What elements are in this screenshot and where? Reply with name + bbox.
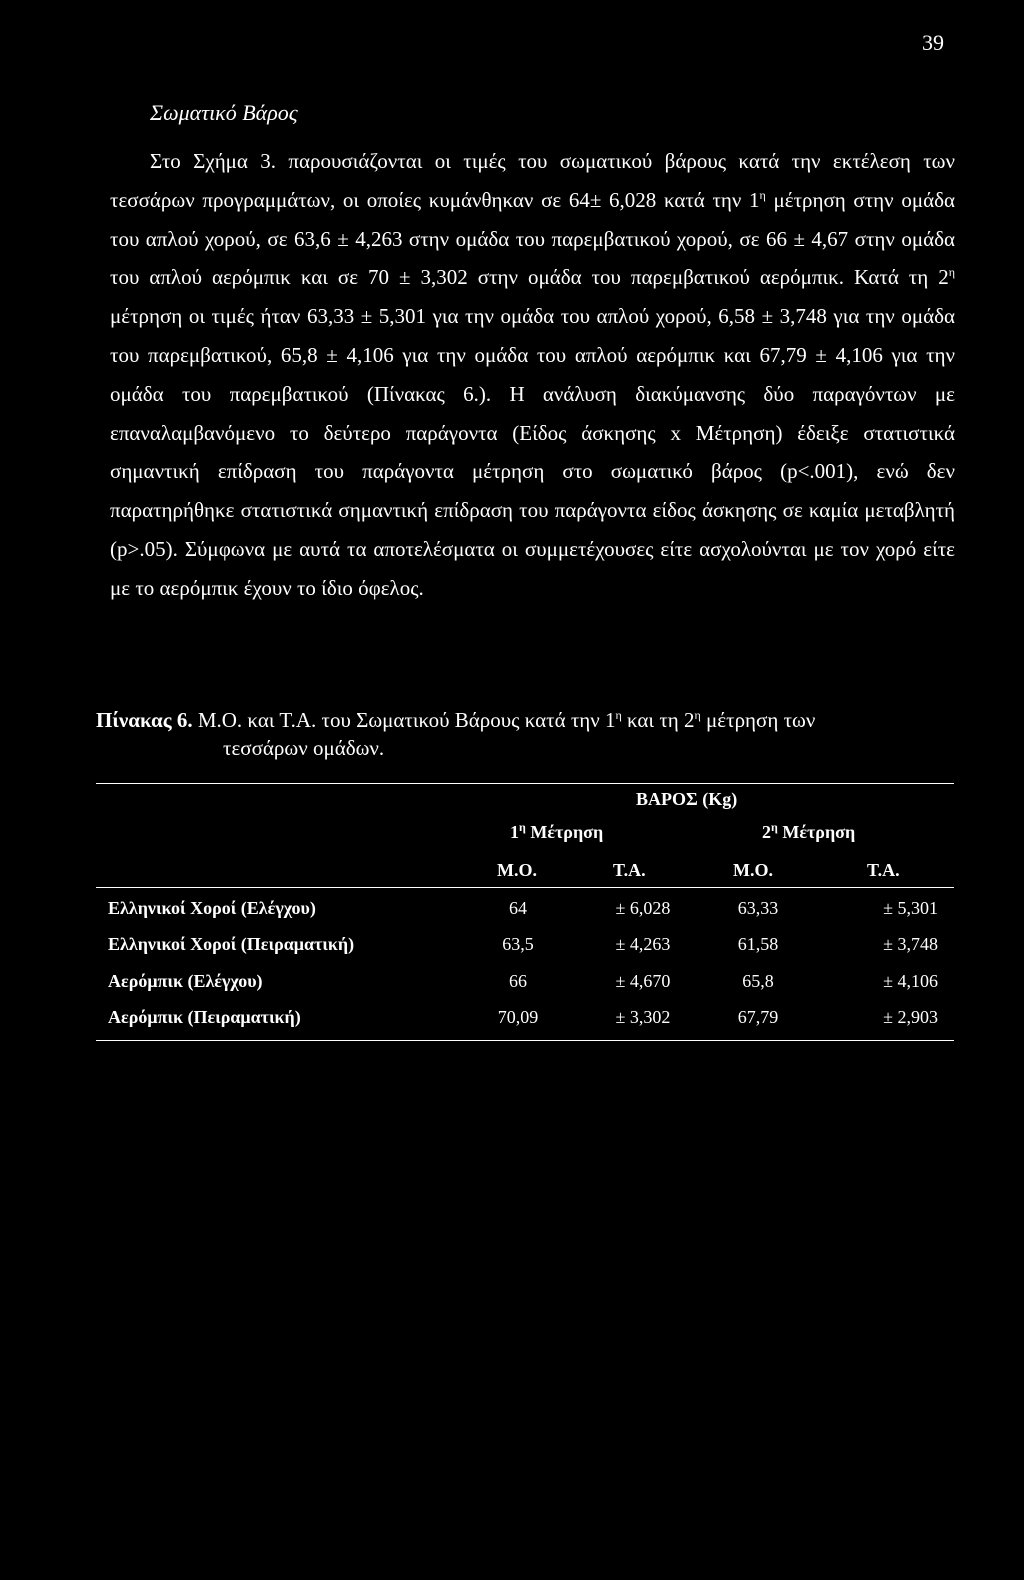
m2-text: Μέτρηση xyxy=(777,822,856,842)
m1-text: Μέτρηση xyxy=(525,822,604,842)
cell-m1-sd: ± 4,263 xyxy=(615,934,671,954)
cell-m1-mean: 63,5 xyxy=(502,934,534,954)
para-text: μέτρηση οι τιμές ήταν 63,33 ± 5,301 για την ομάδα του απλού χορού, 6,58 ± 3,748 για την ομάδα του παρεμβατικού, 65,8 ± 4,106 για την ομάδα του απλού αερόμπικ και 67,79 ± 4,106 για την ομάδα του παρεμβατικού (Πίνακας 6.). Η ανάλυση διακύμανσης δύο παραγόντων με επαναλαμβανόμενο το δεύτερο παράγοντα (Είδος άσκησης x Μέτρηση) έδειξε στατιστικά σημαντική επίδραση του παράγοντα μέτρηση στο σωματικό βάρος (p<.001), ενώ δεν παρατηρήθηκε στατιστικά σημαντική επίδραση του παράγοντα είδος άσκησης σε καμία μεταβλητή (p>.05). Σύμφωνα με αυτά τα αποτελέσματα οι συμμετέχουσες είτε ασχολούνται με τον χορό είτε με το αερόμπικ έχουν το ίδιο όφελος. xyxy=(110,304,955,600)
row-label: Αερόμπικ (Πειραματική) xyxy=(108,1007,301,1027)
cell-m2-mean: 65,8 xyxy=(742,971,774,991)
m1-sup: η xyxy=(519,820,526,834)
sub-header-sd-1: Τ.Α. xyxy=(613,860,646,880)
cell-m1-sd: ± 3,302 xyxy=(615,1007,671,1027)
cell-m1-sd: ± 6,028 xyxy=(615,898,671,918)
cell-m2-sd: ± 5,301 xyxy=(883,898,938,918)
caption-sup: η xyxy=(615,708,622,722)
cell-m1-mean: 66 xyxy=(509,971,527,991)
caption-text: μέτρηση των xyxy=(700,708,816,732)
row-label: Αερόμπικ (Ελέγχου) xyxy=(108,971,263,991)
cell-m2-mean: 67,79 xyxy=(737,1007,779,1027)
section-title: Σωματικό Βάρος xyxy=(150,100,298,125)
group-header: ΒΑΡΟΣ (Kg) xyxy=(636,789,738,809)
cell-m1-mean: 70,09 xyxy=(497,1007,539,1027)
cell-m2-sd: ± 3,748 xyxy=(883,934,938,954)
table-bottom-rule xyxy=(96,1040,954,1041)
sub-header-mean-1: Μ.Ο. xyxy=(497,860,537,880)
table-caption xyxy=(96,706,956,762)
para-text: μέτρηση στην ομάδα του απλού χορού, σε 63,6 ± 4,263 στην ομάδα του παρεμβατικού χορού, σε 66 ± 4,67 στην ομάδα του απλού αερόμπικ και σε 70 ± 3,302 στην ομάδα του παρεμβατικού αερόμπικ. Κατά τη 2 xyxy=(110,187,955,290)
cell-m2-sd: ± 4,106 xyxy=(883,971,938,991)
cell-m1-mean: 64 xyxy=(509,898,527,918)
measurement-2-header xyxy=(762,822,855,843)
page-number: 39 xyxy=(922,30,944,55)
cell-m2-mean: 61,58 xyxy=(737,934,779,954)
cell-m1-sd: ± 4,670 xyxy=(615,971,671,991)
para-sup: η xyxy=(759,187,766,202)
caption-text: Μ.Ο. και Τ.Α. του Σωματικού Βάρους κατά την 1 xyxy=(192,708,616,732)
m2-sup: η xyxy=(771,820,778,834)
m1-num: 1 xyxy=(510,822,519,842)
para-text: Στο Σχήμα 3. παρουσιάζονται οι τιμές του σωματικού βάρους κατά την εκτέλεση των τεσσάρων προγραμμάτων, οι οποίες κυμάνθηκαν σε 64± 6,028 κατά την 1 xyxy=(110,149,955,212)
sub-header-sd-2: Τ.Α. xyxy=(867,860,900,880)
measurement-1-header xyxy=(510,822,603,843)
cell-m2-mean: 63,33 xyxy=(737,898,779,918)
caption-label: Πίνακας 6. xyxy=(96,708,193,732)
body-paragraph xyxy=(110,142,955,608)
caption-sup: η xyxy=(694,708,701,722)
caption-text: και τη 2 xyxy=(621,708,695,732)
table-header-rule xyxy=(96,887,954,888)
table-top-rule xyxy=(96,783,954,784)
sub-header-mean-2: Μ.Ο. xyxy=(733,860,773,880)
row-label: Ελληνικοί Χοροί (Ελέγχου) xyxy=(108,898,316,918)
para-sup: η xyxy=(948,265,955,280)
cell-m2-sd: ± 2,903 xyxy=(883,1007,938,1027)
m2-num: 2 xyxy=(762,822,771,842)
caption-line2: τεσσάρων ομάδων. xyxy=(223,736,385,760)
row-label: Ελληνικοί Χοροί (Πειραματική) xyxy=(108,934,355,954)
